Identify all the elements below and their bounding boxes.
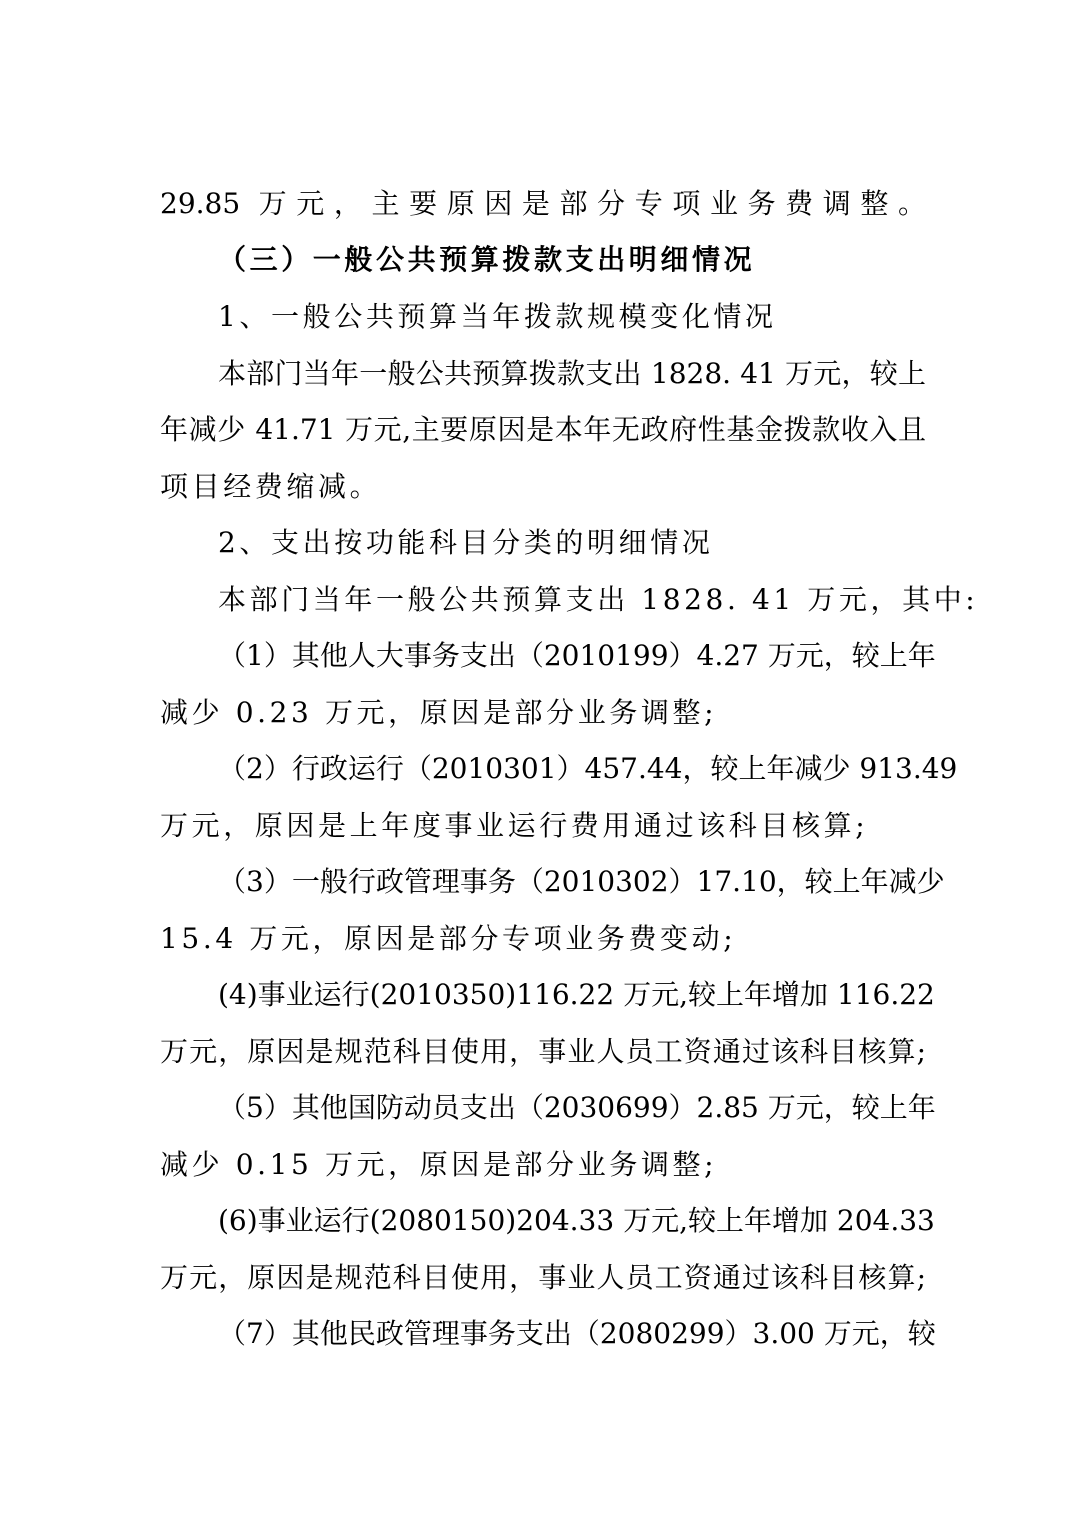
section-heading: （三）一般公共预算拨款支出明细情况 [218,243,756,276]
list-item-line: （1）其他人大事务支出（2010199）4.27 万元，较上年 [218,639,936,672]
subsection-heading: 1、一般公共预算当年拨款规模变化情况 [218,300,777,333]
paragraph-line: 项目经费缩减。 [160,470,382,503]
list-item-line: 万元，原因是规范科目使用，事业人员工资通过该科目核算; [160,1261,926,1294]
list-item-line: （2）行政运行（2010301）457.44，较上年减少 913.49 [218,752,958,785]
list-item-line: 减少 0.15 万元，原因是部分业务调整; [160,1148,718,1181]
paragraph-line: 本部门当年一般公共预算拨款支出 1828. 41 万元，较上 [218,357,926,390]
list-item-line: 万元，原因是规范科目使用，事业人员工资通过该科目核算; [160,1035,926,1068]
list-item-line: 15.4 万元，原因是部分专项业务费变动; [160,922,737,955]
paragraph-line: 29.85 万元，主要原因是部分专项业务费调整。 [160,187,926,220]
paragraph-line: 本部门当年一般公共预算支出 1828. 41 万元，其中: [218,583,979,616]
list-item-line: （3）一般行政管理事务（2010302）17.10，较上年减少 [218,865,945,898]
list-item-line: （5）其他国防动员支出（2030699）2.85 万元，较上年 [218,1091,936,1124]
list-item-line: （7）其他民政管理事务支出（2080299）3.00 万元，较 [218,1317,936,1350]
list-item-line: 万元，原因是上年度事业运行费用通过该科目核算; [160,809,869,842]
list-item-line: 减少 0.23 万元，原因是部分业务调整; [160,696,718,729]
list-item-line: (6)事业运行(2080150)204.33 万元,较上年增加 204.33 [218,1204,935,1237]
subsection-heading: 2、支出按功能科目分类的明细情况 [218,526,714,559]
paragraph-line: 年减少 41.71 万元,主要原因是本年无政府性基金拨款收入且 [160,413,926,446]
list-item-line: (4)事业运行(2010350)116.22 万元,较上年增加 116.22 [218,978,935,1011]
